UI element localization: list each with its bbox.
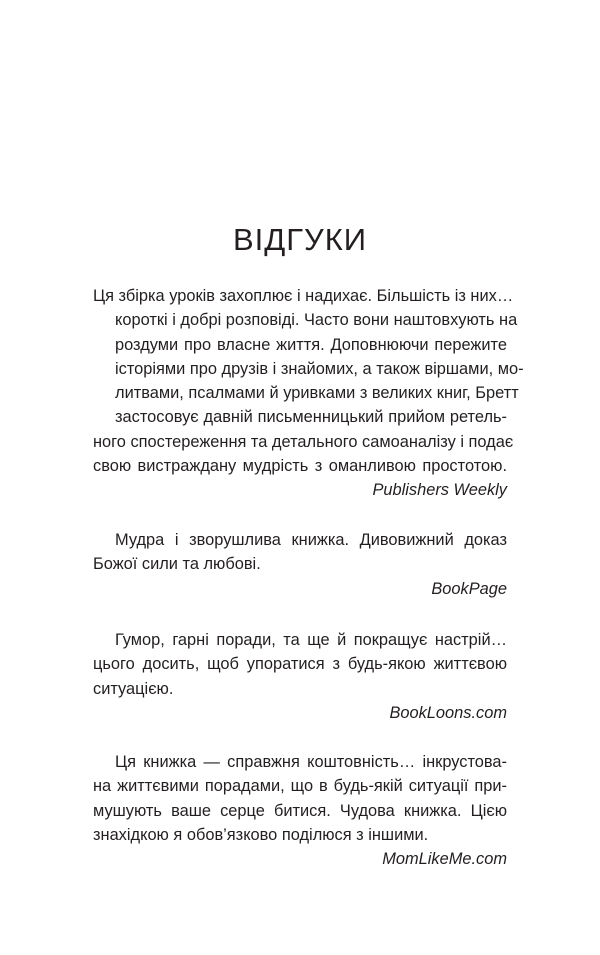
review-line: короткі і добрі розповіді. Часто вони наштовхують на (115, 311, 518, 330)
review-3 (93, 628, 507, 725)
review-line: застосовує давній письменницький прийом ретель- (115, 408, 507, 427)
review-line: Ця збірка уроків захоплює і надихає. Більшість із них… (93, 287, 514, 305)
review-line: на життєвими порадами, що в будь-якій ситуації при- (93, 777, 507, 796)
review-line: литвами, псалмами й уривками з великих книг, Бретт (115, 384, 519, 403)
review-line: мушують ваше серце битися. Чудова книжка. Цією (93, 801, 507, 820)
review-2 (93, 528, 507, 601)
review-source: BookPage (431, 579, 507, 598)
page-title: ВІДГУКИ (232, 222, 368, 257)
review-source: Publishers Weekly (372, 481, 507, 500)
review-line: цього досить, щоб упоратися з будь-якою життєвою (93, 655, 507, 674)
review-text (93, 284, 524, 478)
review-text (93, 628, 507, 701)
review-1 (93, 284, 524, 503)
review-line: Гумор, гарні поради, та ще й покращує настрій… (115, 631, 507, 649)
review-line: ного спостереження та детального самоаналізу і подає (93, 432, 514, 451)
review-line: Мудра і зворушлива книжка. Дивовижний доказ (115, 531, 507, 549)
review-line: Ця книжка — справжня коштовність… інкрустова- (115, 753, 507, 771)
review-text (93, 750, 507, 847)
review-line: роздуми про власне життя. Доповнюючи пережите (115, 335, 507, 354)
review-4 (93, 750, 507, 871)
review-line: знахідкою я обов’язково поділюся з іншими. (93, 825, 429, 844)
review-text (93, 528, 507, 577)
review-line: ситуацією. (93, 679, 174, 698)
review-line: історіями про друзів і знайомих, а також віршами, мо- (115, 359, 524, 378)
review-source: MomLikeMe.com (382, 850, 507, 869)
review-line: Божої сили та любові. (93, 555, 261, 574)
review-line: свою вистраждану мудрість з оманливою простотою. (93, 457, 507, 476)
review-source: BookLoons.com (389, 703, 507, 722)
